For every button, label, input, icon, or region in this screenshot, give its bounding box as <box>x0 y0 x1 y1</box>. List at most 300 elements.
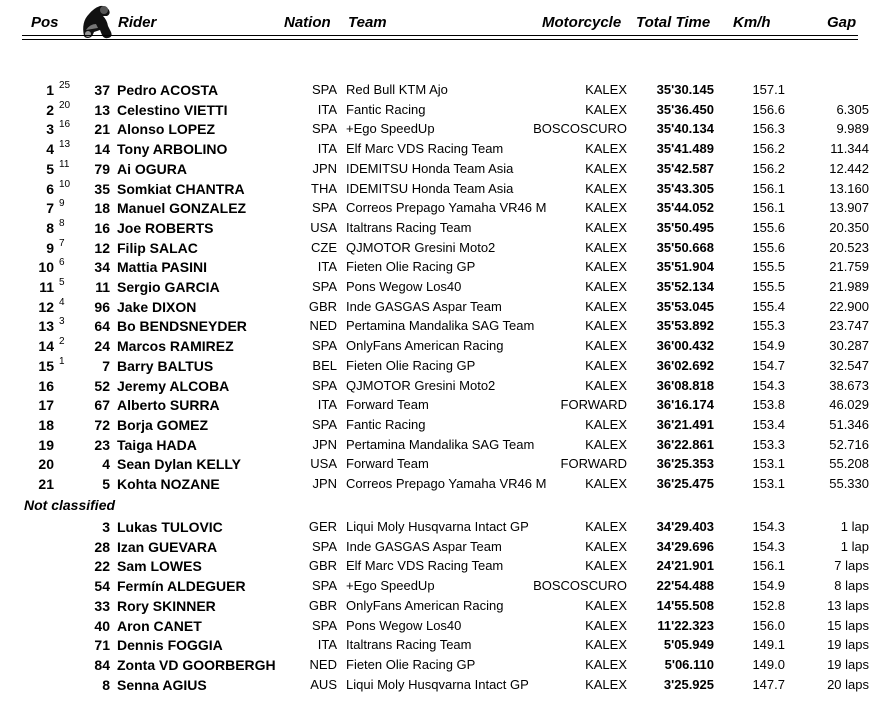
cell-moto: KALEX <box>585 416 627 432</box>
cell-moto: KALEX <box>585 219 627 235</box>
cell-num: 52 <box>94 377 110 394</box>
cell-pts: 2 <box>59 336 65 348</box>
cell-pos: 6 <box>46 180 54 197</box>
table-row <box>0 675 886 695</box>
cell-pos: 9 <box>46 239 54 256</box>
cell-nation: ITA <box>317 259 337 275</box>
cell-time: 11'22.323 <box>657 617 714 633</box>
cell-pts: 8 <box>59 217 65 229</box>
table-row <box>0 474 886 494</box>
cell-team: QJMOTOR Gresini Moto2 <box>346 239 496 255</box>
cell-kmh: 155.5 <box>752 259 785 275</box>
cell-gap: 15 laps <box>827 617 869 633</box>
cell-nation: GBR <box>308 558 337 574</box>
cell-kmh: 147.7 <box>752 676 785 692</box>
cell-moto: KALEX <box>585 338 627 354</box>
cell-moto: KALEX <box>585 597 627 613</box>
cell-rider: Senna AGIUS <box>117 676 207 693</box>
cell-time: 24'21.901 <box>656 558 714 574</box>
cell-rider: Joe ROBERTS <box>117 219 214 236</box>
cell-pos: 1 <box>46 82 54 98</box>
cell-rider: Ai OGURA <box>117 160 187 177</box>
cell-nation: GBR <box>308 298 337 314</box>
cell-gap: 12.442 <box>829 160 869 176</box>
cell-pts: 9 <box>59 198 65 210</box>
cell-time: 35'53.892 <box>656 318 714 334</box>
cell-rider: Bo BENDSNEYDER <box>117 318 247 335</box>
cell-team: Fantic Racing <box>346 416 426 432</box>
cell-team: Fieten Olie Racing GP <box>346 656 476 672</box>
cell-team: +Ego SpeedUp <box>346 121 435 137</box>
cell-time: 3'25.925 <box>663 676 714 692</box>
table-row <box>0 356 886 376</box>
cell-gap: 11.344 <box>830 141 869 157</box>
cell-time: 5'06.110 <box>664 656 714 672</box>
cell-gap: 6.305 <box>836 101 869 117</box>
cell-team: Pertamina Mandalika SAG Team <box>346 436 535 452</box>
cell-kmh: 155.6 <box>752 239 785 255</box>
cell-time: 35'52.134 <box>656 279 714 294</box>
header-rule-bottom <box>22 39 858 40</box>
header-gap: Gap <box>827 14 857 31</box>
cell-pos: 18 <box>38 416 54 433</box>
cell-num: 33 <box>94 597 110 614</box>
cell-moto: KALEX <box>585 656 627 672</box>
cell-rider: Celestino VIETTI <box>117 101 228 118</box>
table-row <box>0 179 886 199</box>
cell-kmh: 156.2 <box>752 160 785 176</box>
cell-kmh: 156.1 <box>752 558 785 574</box>
cell-num: 7 <box>102 357 110 374</box>
cell-gap: 1 lap <box>840 519 869 534</box>
table-row <box>0 100 886 120</box>
cell-moto: KALEX <box>585 160 627 176</box>
cell-nation: SPA <box>311 617 337 633</box>
cell-time: 35'40.134 <box>656 121 714 137</box>
cell-pos: 21 <box>38 476 54 492</box>
cell-kmh: 155.4 <box>752 298 785 314</box>
cell-moto: KALEX <box>585 279 627 294</box>
cell-rider: Alberto SURRA <box>117 397 220 414</box>
cell-kmh: 153.4 <box>752 416 785 432</box>
header-pos: Pos <box>31 14 59 31</box>
table-row <box>0 218 886 238</box>
cell-gap: 13.907 <box>829 200 869 216</box>
cell-moto: FORWARD <box>560 456 627 472</box>
cell-kmh: 156.1 <box>752 180 785 196</box>
cell-pos: 14 <box>38 338 54 355</box>
cell-kmh: 153.8 <box>752 397 785 413</box>
cell-nation: SPA <box>311 121 337 137</box>
cell-nation: JPN <box>312 476 337 491</box>
cell-gap: 7 laps <box>834 558 869 574</box>
table-row <box>0 655 886 675</box>
cell-rider: Zonta VD GOORBERGH <box>117 656 276 673</box>
cell-gap: 55.208 <box>829 456 869 472</box>
cell-team: QJMOTOR Gresini Moto2 <box>346 377 496 393</box>
cell-rider: Dennis FOGGIA <box>117 637 223 654</box>
cell-gap: 13 laps <box>827 597 869 613</box>
cell-moto: FORWARD <box>560 397 627 413</box>
cell-pts: 13 <box>59 139 71 151</box>
cell-kmh: 154.3 <box>752 377 785 393</box>
cell-nation: NED <box>309 318 337 334</box>
cell-gap: 13.160 <box>829 180 869 196</box>
header-team: Team <box>348 14 387 31</box>
cell-time: 35'42.587 <box>656 160 714 176</box>
cell-pos: 10 <box>38 259 54 276</box>
cell-moto: KALEX <box>585 538 627 554</box>
cell-nation: GER <box>308 519 337 534</box>
cell-moto: KALEX <box>585 519 627 534</box>
cell-nation: SPA <box>311 538 337 554</box>
cell-nation: SPA <box>311 200 337 216</box>
cell-rider: Marcos RAMIREZ <box>117 338 234 355</box>
cell-nation: GBR <box>308 597 337 613</box>
cell-pos: 12 <box>38 298 54 315</box>
cell-kmh: 153.1 <box>752 456 785 472</box>
table-row <box>0 435 886 455</box>
cell-kmh: 156.2 <box>752 141 785 157</box>
cell-gap: 8 laps <box>834 578 869 594</box>
cell-pts: 3 <box>59 316 65 328</box>
cell-rider: Sergio GARCIA <box>117 279 220 295</box>
cell-pts: 25 <box>59 80 71 91</box>
table-row <box>0 316 886 336</box>
cell-num: 14 <box>94 141 110 158</box>
cell-num: 34 <box>94 259 110 276</box>
cell-time: 35'50.495 <box>656 219 714 235</box>
cell-nation: ITA <box>317 141 337 157</box>
cell-rider: Taiga HADA <box>117 436 197 453</box>
cell-nation: SPA <box>311 377 337 393</box>
cell-rider: Fermín ALDEGUER <box>117 578 246 595</box>
cell-rider: Somkiat CHANTRA <box>117 180 245 197</box>
table-row <box>0 517 886 537</box>
cell-gap: 55.330 <box>829 476 869 491</box>
cell-pts: 7 <box>59 237 65 249</box>
cell-rider: Tony ARBOLINO <box>117 141 228 158</box>
cell-gap: 32.547 <box>829 357 869 373</box>
cell-team: Pons Wegow Los40 <box>346 279 462 294</box>
cell-team: Elf Marc VDS Racing Team <box>346 558 504 574</box>
cell-num: 4 <box>102 456 110 473</box>
cell-kmh: 156.3 <box>752 121 785 137</box>
cell-team: Correos Prepago Yamaha VR46 M <box>346 200 547 216</box>
cell-num: 71 <box>94 637 110 654</box>
cell-pos: 17 <box>38 397 54 414</box>
cell-rider: Alonso LOPEZ <box>117 121 215 138</box>
cell-rider: Filip SALAC <box>117 239 198 256</box>
cell-num: 67 <box>94 397 110 414</box>
table-row <box>0 297 886 317</box>
cell-num: 72 <box>94 416 110 433</box>
cell-time: 36'00.432 <box>656 338 714 354</box>
cell-time: 36'02.692 <box>656 357 714 373</box>
cell-rider: Mattia PASINI <box>117 259 207 276</box>
cell-team: Fieten Olie Racing GP <box>346 259 476 275</box>
cell-team: Fieten Olie Racing GP <box>346 357 476 373</box>
cell-team: Forward Team <box>346 397 429 413</box>
cell-rider: Kohta NOZANE <box>117 476 220 492</box>
cell-kmh: 154.3 <box>752 519 785 534</box>
table-row <box>0 395 886 415</box>
cell-kmh: 154.3 <box>752 538 785 554</box>
cell-pts: 6 <box>59 257 65 269</box>
cell-team: Elf Marc VDS Racing Team <box>346 141 504 157</box>
cell-moto: KALEX <box>585 239 627 255</box>
cell-num: 11 <box>95 279 110 295</box>
cell-moto: KALEX <box>585 357 627 373</box>
cell-kmh: 149.0 <box>752 656 785 672</box>
table-row <box>0 80 886 100</box>
cell-time: 35'51.904 <box>656 259 714 275</box>
cell-gap: 9.989 <box>836 121 869 137</box>
cell-moto: KALEX <box>585 558 627 574</box>
cell-kmh: 154.9 <box>752 338 785 354</box>
cell-team: Italtrans Racing Team <box>346 637 472 653</box>
cell-num: 40 <box>94 617 110 634</box>
cell-gap: 1 lap <box>840 538 869 554</box>
cell-num: 22 <box>94 558 110 575</box>
cell-num: 64 <box>94 318 110 335</box>
cell-pts: 11 <box>59 158 70 170</box>
cell-pos: 7 <box>46 200 54 217</box>
cell-gap: 23.747 <box>829 318 869 334</box>
cell-time: 35'50.668 <box>656 239 714 255</box>
cell-time: 35'44.052 <box>656 200 714 216</box>
cell-pos: 8 <box>46 219 54 236</box>
cell-time: 34'29.403 <box>656 519 714 534</box>
cell-num: 18 <box>94 200 110 217</box>
cell-num: 23 <box>94 436 110 453</box>
cell-team: OnlyFans American Racing <box>346 338 504 354</box>
cell-moto: KALEX <box>585 436 627 452</box>
cell-rider: Borja GOMEZ <box>117 416 209 433</box>
cell-nation: JPN <box>312 436 337 452</box>
cell-nation: ITA <box>317 637 337 653</box>
cell-nation: THA <box>311 180 337 196</box>
cell-num: 5 <box>102 476 110 492</box>
cell-pos: 2 <box>46 101 54 118</box>
cell-moto: KALEX <box>585 200 627 216</box>
cell-kmh: 155.3 <box>752 318 785 334</box>
cell-pts: 4 <box>59 296 65 308</box>
cell-moto: KALEX <box>585 637 627 653</box>
cell-num: 35 <box>94 180 110 197</box>
cell-gap: 20 laps <box>827 676 869 692</box>
cell-gap: 21.989 <box>829 279 869 294</box>
cell-kmh: 157.1 <box>752 82 785 97</box>
cell-time: 35'30.145 <box>656 82 714 97</box>
cell-pos: 5 <box>46 160 54 177</box>
cell-pos: 19 <box>38 436 54 453</box>
cell-nation: AUS <box>310 676 337 692</box>
table-row <box>0 616 886 636</box>
table-row <box>0 454 886 474</box>
table-row <box>0 159 886 179</box>
cell-nation: SPA <box>311 578 337 594</box>
header-kmh: Km/h <box>733 14 771 31</box>
table-row <box>0 119 886 139</box>
table-row <box>0 635 886 655</box>
cell-gap: 20.523 <box>829 239 869 255</box>
table-row <box>0 415 886 435</box>
cell-time: 35'36.450 <box>656 101 714 117</box>
cell-num: 8 <box>102 676 110 693</box>
cell-rider: Rory SKINNER <box>117 597 216 614</box>
cell-team: IDEMITSU Honda Team Asia <box>346 180 514 196</box>
cell-team: OnlyFans American Racing <box>346 597 504 613</box>
cell-nation: USA <box>310 219 337 235</box>
cell-rider: Sam LOWES <box>117 558 202 575</box>
cell-gap: 21.759 <box>829 259 869 275</box>
cell-num: 16 <box>94 219 110 236</box>
cell-moto: KALEX <box>585 259 627 275</box>
cell-gap: 51.346 <box>829 416 869 432</box>
cell-num: 96 <box>94 298 110 315</box>
cell-moto: KALEX <box>585 377 627 393</box>
cell-rider: Barry BALTUS <box>117 357 214 374</box>
cell-gap: 22.900 <box>829 298 869 314</box>
cell-team: Red Bull KTM Ajo <box>346 82 448 97</box>
cell-time: 35'43.305 <box>656 180 714 196</box>
cell-gap: 19 laps <box>827 637 869 653</box>
table-row <box>0 596 886 616</box>
cell-num: 28 <box>94 538 110 555</box>
table-row <box>0 277 886 297</box>
cell-team: Inde GASGAS Aspar Team <box>346 298 502 314</box>
cell-pts: 10 <box>59 178 71 190</box>
table-row <box>0 556 886 576</box>
cell-rider: Sean Dylan KELLY <box>117 456 241 473</box>
cell-kmh: 154.9 <box>752 578 785 594</box>
cell-time: 36'25.475 <box>656 476 714 491</box>
cell-moto: KALEX <box>585 476 627 491</box>
cell-pts: 20 <box>59 99 71 111</box>
cell-nation: SPA <box>311 338 337 354</box>
table-row <box>0 139 886 159</box>
cell-moto: KALEX <box>585 180 627 196</box>
cell-kmh: 152.8 <box>752 597 785 613</box>
cell-nation: JPN <box>312 160 337 176</box>
cell-nation: SPA <box>311 416 337 432</box>
cell-time: 34'29.696 <box>656 538 714 554</box>
cell-time: 22'54.488 <box>656 578 714 594</box>
header-total-time: Total Time <box>636 14 711 31</box>
cell-kmh: 155.5 <box>752 279 785 294</box>
cell-time: 35'53.045 <box>656 298 714 314</box>
table-row <box>0 376 886 396</box>
cell-moto: KALEX <box>585 318 627 334</box>
cell-moto: KALEX <box>585 676 627 692</box>
cell-pos: 15 <box>38 357 54 374</box>
cell-team: +Ego SpeedUp <box>346 578 435 594</box>
cell-nation: ITA <box>317 101 337 117</box>
cell-team: Pons Wegow Los40 <box>346 617 462 633</box>
cell-num: 12 <box>94 239 110 256</box>
cell-nation: CZE <box>311 239 337 255</box>
cell-kmh: 154.7 <box>752 357 785 373</box>
table-row <box>0 257 886 277</box>
table-row <box>0 336 886 356</box>
cell-time: 36'16.174 <box>656 397 714 413</box>
cell-nation: NED <box>309 656 337 672</box>
cell-team: IDEMITSU Honda Team Asia <box>346 160 514 176</box>
cell-kmh: 156.6 <box>752 101 785 117</box>
cell-kmh: 149.1 <box>752 637 785 653</box>
table-row <box>0 537 886 557</box>
cell-gap: 52.716 <box>829 436 869 452</box>
cell-rider: Manuel GONZALEZ <box>117 200 247 217</box>
header-rider: Rider <box>118 14 157 31</box>
cell-rider: Izan GUEVARA <box>117 538 218 555</box>
cell-time: 35'41.489 <box>656 141 714 157</box>
cell-kmh: 153.3 <box>752 436 785 452</box>
cell-gap: 20.350 <box>829 219 869 235</box>
cell-team: Liqui Moly Husqvarna Intact GP <box>346 676 529 692</box>
cell-kmh: 156.0 <box>752 617 785 633</box>
cell-kmh: 156.1 <box>752 200 785 216</box>
cell-rider: Pedro ACOSTA <box>117 82 219 98</box>
cell-team: Fantic Racing <box>346 101 426 117</box>
cell-team: Liqui Moly Husqvarna Intact GP <box>346 519 529 534</box>
cell-moto: KALEX <box>585 82 627 97</box>
cell-pos: 3 <box>46 121 54 138</box>
cell-nation: ITA <box>317 397 337 413</box>
cell-gap: 19 laps <box>827 656 869 672</box>
cell-num: 79 <box>94 160 110 177</box>
cell-rider: Lukas TULOVIC <box>117 519 223 535</box>
cell-pos: 13 <box>38 318 54 335</box>
cell-nation: USA <box>310 456 337 472</box>
cell-pos: 4 <box>46 141 54 158</box>
header-nation: Nation <box>284 14 331 31</box>
cell-moto: KALEX <box>585 101 627 117</box>
cell-time: 36'08.818 <box>656 377 714 393</box>
cell-moto: BOSCOSCURO <box>533 578 627 594</box>
cell-gap: 46.029 <box>829 397 869 413</box>
cell-nation: SPA <box>311 279 337 294</box>
cell-kmh: 153.1 <box>752 476 785 491</box>
cell-time: 14'55.508 <box>656 597 714 613</box>
cell-num: 84 <box>94 656 110 673</box>
cell-time: 36'22.861 <box>656 436 714 452</box>
cell-time: 36'21.491 <box>656 416 714 432</box>
cell-pos: 16 <box>38 377 54 394</box>
cell-pts: 1 <box>59 355 65 367</box>
cell-team: Forward Team <box>346 456 429 472</box>
table-row <box>0 576 886 596</box>
cell-time: 5'05.949 <box>663 637 714 653</box>
header-rule-top <box>22 35 858 36</box>
cell-rider: Jake DIXON <box>117 298 197 315</box>
cell-pts: 5 <box>59 277 65 288</box>
cell-num: 21 <box>94 121 110 138</box>
cell-team: Correos Prepago Yamaha VR46 M <box>346 476 547 491</box>
table-row <box>0 198 886 218</box>
header-motorcycle: Motorcycle <box>542 14 622 31</box>
not-classified-label: Not classified <box>24 497 116 513</box>
cell-gap: 38.673 <box>829 377 869 393</box>
cell-kmh: 155.6 <box>752 219 785 235</box>
cell-team: Inde GASGAS Aspar Team <box>346 538 502 554</box>
table-row <box>0 238 886 258</box>
cell-pos: 20 <box>38 456 54 473</box>
cell-rider: Jeremy ALCOBA <box>117 377 230 394</box>
cell-moto: KALEX <box>585 617 627 633</box>
cell-moto: KALEX <box>585 298 627 314</box>
